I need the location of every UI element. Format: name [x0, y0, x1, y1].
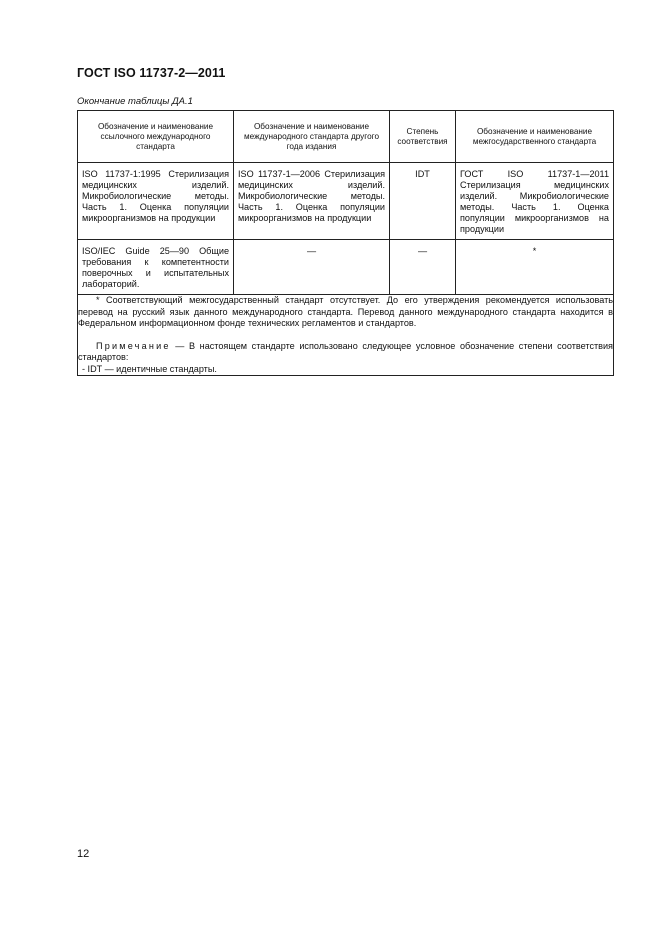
cell-text: ISO 11737-1:1995 Стерилизация медицинских изделий. Микробиологические методы. Часть 1. Оценка популяции микроорганизмов на продукции — [82, 169, 229, 223]
table-row — [78, 240, 614, 295]
cell-text: — — [306, 246, 317, 256]
table-cell — [78, 240, 234, 295]
footnote-cell — [78, 295, 614, 376]
note-label: Примечание — [96, 340, 171, 351]
column-header: Обозначение и наименование межгосударственного стандарта — [456, 111, 614, 163]
note-text: — В настоящем стандарте использовано следующее условное обозначение степени соответствия стандартов: — [78, 340, 613, 362]
correspondence-table — [77, 110, 614, 376]
cell-text: IDT — [415, 169, 430, 179]
cell-text: ISO 11737-1—2006 Стерилизация медицинских изделий. Микробиологические методы. Часть 1. Оценка популяции микроорганизмов на продукции — [238, 169, 385, 223]
table-cell — [234, 240, 390, 295]
cell-text: ISO/IEC Guide 25—90 Общие требования к компетентности поверочных и испытательных лабораторий. — [82, 246, 229, 289]
page-number: 12 — [77, 848, 90, 860]
note-paragraph — [78, 341, 613, 364]
table-header-row — [78, 111, 614, 163]
table-cell — [390, 163, 456, 240]
table-footnote-row — [78, 295, 614, 376]
table-container — [77, 110, 613, 376]
document-header: ГОСТ ISO 11737-2—2011 — [77, 66, 226, 80]
cell-text: ГОСТ ISO 11737-1—2011 Стерилизация медицинских изделий. Микробиологические методы. Часть 1. Оценка популяции микроорганизмов на продукции — [460, 169, 609, 234]
table-cell — [234, 163, 390, 240]
footnote-text: * Соответствующий межгосударственный стандарт отсутствует. До его утверждения рекомендуется использовать перевод на русский язык данного международного стандарта. Перевод данного международного стандарта находится в Федеральном информационном фонде технических регламентов и стандартов. — [78, 295, 613, 328]
table-row — [78, 163, 614, 240]
column-header: Степень соответствия — [390, 111, 456, 163]
cell-text: * — [532, 246, 537, 256]
cell-text: — — [417, 246, 428, 256]
column-header: Обозначение и наименование международного стандарта другого года издания — [234, 111, 390, 163]
table-cell — [456, 163, 614, 240]
table-caption: Окончание таблицы ДА.1 — [77, 96, 193, 107]
table-cell — [390, 240, 456, 295]
note-item: - IDT — идентичные стандарты. — [82, 363, 217, 374]
column-header: Обозначение и наименование ссылочного международного стандарта — [78, 111, 234, 163]
table-cell — [78, 163, 234, 240]
table-cell — [456, 240, 614, 295]
